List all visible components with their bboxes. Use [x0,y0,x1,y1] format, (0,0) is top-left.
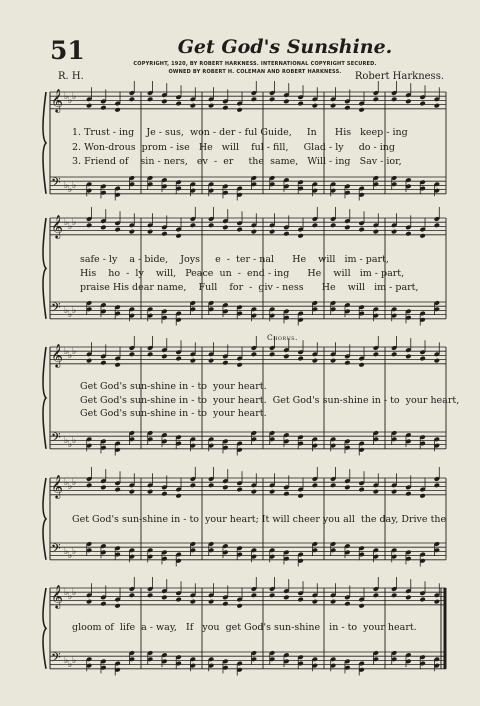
note-head [269,96,275,102]
flat-icon: ♭ [68,551,73,561]
flat-icon: ♭ [72,656,77,666]
brace-icon [43,478,46,560]
treble-clef-icon: 𝄞 [51,343,63,367]
note-head [269,351,275,357]
note-head [222,360,228,366]
treble-clef-icon: 𝄞 [51,88,63,112]
flat-icon: ♭ [72,218,77,228]
note-head [161,595,167,601]
note-head [236,227,242,233]
chorus-label: Chorus. [267,333,298,342]
composer-name: Robert Harkness. [354,71,444,82]
note-head [222,225,228,231]
flat-icon: ♭ [68,310,73,320]
note-head [236,487,242,493]
note-head [405,231,411,237]
note-head [190,103,196,109]
note-head [391,351,397,357]
note-head [419,597,425,603]
note-head [114,487,120,493]
flat-icon: ♭ [64,306,69,316]
note-head [283,491,289,497]
note-head [86,358,92,364]
note-head [297,233,303,239]
treble-clef-icon: 𝄞 [51,214,63,238]
note-head [434,599,440,605]
note-head [251,351,257,357]
note-head [297,101,303,107]
note-head [236,603,242,609]
copyright-line-2: OWNED BY ROBERT H. COLEMAN AND ROBERT HARKNESS. [168,69,342,75]
flat-icon: ♭ [64,478,69,488]
hymn-number: 51 [50,36,85,65]
note-head [147,229,153,235]
note-head [312,599,318,605]
note-head [405,595,411,601]
note-head [175,493,181,499]
note-head [297,493,303,499]
lyric-line: Get God's sun-shine in - to your heart. Get God's sun-shine in - to your heart, [80,395,460,406]
note-head [391,489,397,495]
lyric-line: 1. Trust - ing Je - sus, won - der - ful Guide, In His keep - ing [72,127,408,138]
note-head [161,491,167,497]
note-head [86,599,92,605]
note-head [175,233,181,239]
note-head [222,105,228,111]
flat-icon: ♭ [72,92,77,102]
note-head [373,96,379,102]
flat-icon: ♭ [64,588,69,598]
brace-icon [43,347,46,449]
note-head [434,482,440,488]
note-head [373,351,379,357]
brace-icon [43,588,46,669]
note-head [129,96,135,102]
flat-icon: ♭ [72,547,77,557]
flat-icon: ♭ [72,347,77,357]
note-head [236,107,242,113]
note-head [358,227,364,233]
note-head [175,101,181,107]
note-head [434,103,440,109]
note-head [86,482,92,488]
lyric-line: 2. Won-drous prom - ise He will ful - fill, Glad - ly do - ing [72,142,395,153]
note-head [190,599,196,605]
note-head [222,601,228,607]
note-head [100,360,106,366]
treble-clef-icon: 𝄞 [51,474,63,498]
note-head [344,485,350,491]
note-head [147,592,153,598]
bass-clef-icon: 𝄢 [51,430,61,448]
note-head [373,592,379,598]
bass-clef-icon: 𝄢 [51,541,61,559]
flat-icon: ♭ [64,181,69,191]
note-head [391,229,397,235]
note-head [405,99,411,105]
lyric-line: Get God's sun-shine in - to your heart; It will cheer you all the day, Drive the [72,514,447,525]
flat-icon: ♭ [68,222,73,232]
flat-icon: ♭ [72,306,77,316]
flat-icon: ♭ [64,92,69,102]
note-head [236,362,242,368]
lyric-line: praise His dear name, Full for - giv - ness He will im - part, [80,282,419,293]
flat-icon: ♭ [68,351,73,361]
note-head [269,229,275,235]
note-head [147,489,153,495]
note-head [373,489,379,495]
note-head [373,229,379,235]
note-head [114,603,120,609]
note-head [114,362,120,368]
note-head [147,96,153,102]
note-head [283,99,289,105]
note-head [251,592,257,598]
note-head [344,105,350,111]
note-head [358,362,364,368]
note-head [283,595,289,601]
flat-icon: ♭ [68,660,73,670]
bass-clef-icon: 𝄢 [51,300,61,318]
flat-icon: ♭ [72,588,77,598]
note-head [391,592,397,598]
note-head [358,487,364,493]
note-head [312,358,318,364]
lyric-line: gloom of life a - way, If you get God's sun-shine in - to your heart. [72,622,417,633]
note-head [405,491,411,497]
note-head [297,356,303,362]
note-head [391,96,397,102]
note-head [114,107,120,113]
note-head [419,233,425,239]
note-head [161,231,167,237]
bass-clef-icon: 𝄢 [51,650,61,668]
note-head [358,107,364,113]
copyright-line-1: COPYRIGHT, 1920, BY ROBERT HARKNESS. INTERNATIONAL COPYRIGHT SECURED. [133,61,377,67]
bass-clef-icon: 𝄢 [51,175,61,193]
note-head [175,356,181,362]
note-head [344,601,350,607]
note-head [208,482,214,488]
note-head [208,222,214,228]
note-head [419,101,425,107]
note-head [129,489,135,495]
note-head [330,222,336,228]
note-head [208,358,214,364]
note-head [100,601,106,607]
note-head [405,354,411,360]
flat-icon: ♭ [72,181,77,191]
note-head [330,103,336,109]
note-head [222,485,228,491]
note-head [100,225,106,231]
note-head [283,354,289,360]
flat-icon: ♭ [68,96,73,106]
treble-clef-icon: 𝄞 [51,584,63,608]
note-head [283,231,289,237]
note-head [208,103,214,109]
note-head [330,358,336,364]
flat-icon: ♭ [68,482,73,492]
note-head [312,482,318,488]
note-head [190,222,196,228]
note-head [161,354,167,360]
brace-icon [43,218,46,319]
note-head [419,356,425,362]
flat-icon: ♭ [64,436,69,446]
note-head [161,99,167,105]
lyric-line: safe - ly a - bide, Joys e - ter - nal He will im - part, [80,254,389,265]
note-head [129,592,135,598]
flat-icon: ♭ [72,436,77,446]
note-head [86,103,92,109]
note-head [330,599,336,605]
note-head [190,358,196,364]
note-head [86,222,92,228]
note-head [147,351,153,357]
lyric-line: 3. Friend of sin - ners, ev - er the same, Will - ing Sav - ior, [72,156,402,167]
flat-icon: ♭ [64,347,69,357]
flat-icon: ♭ [68,592,73,602]
note-head [312,103,318,109]
note-head [434,358,440,364]
note-head [129,229,135,235]
note-head [330,482,336,488]
note-head [190,482,196,488]
lyric-line: Get God's sun-shine in - to your heart. [80,381,267,392]
note-head [312,222,318,228]
hymn-title: Get God's Sunshine. [177,36,393,58]
note-head [297,597,303,603]
note-head [344,225,350,231]
flat-icon: ♭ [68,185,73,195]
flat-icon: ♭ [64,218,69,228]
note-head [100,105,106,111]
note-head [269,489,275,495]
note-head [251,229,257,235]
flat-icon: ♭ [68,440,73,450]
note-head [129,351,135,357]
note-head [251,96,257,102]
note-head [208,599,214,605]
note-head [114,227,120,233]
note-head [100,485,106,491]
note-head [434,222,440,228]
lyric-line: His ho - ly will, Peace un - end - ing He will im - part, [80,268,405,279]
flat-icon: ♭ [64,547,69,557]
lyric-line: Get God's sun-shine in - to your heart. [80,408,267,419]
note-head [251,489,257,495]
brace-icon [43,92,46,194]
note-head [358,603,364,609]
note-head [344,360,350,366]
author-initials: R. H. [58,71,84,82]
note-head [175,597,181,603]
note-head [419,493,425,499]
flat-icon: ♭ [64,656,69,666]
note-head [269,592,275,598]
flat-icon: ♭ [72,478,77,488]
